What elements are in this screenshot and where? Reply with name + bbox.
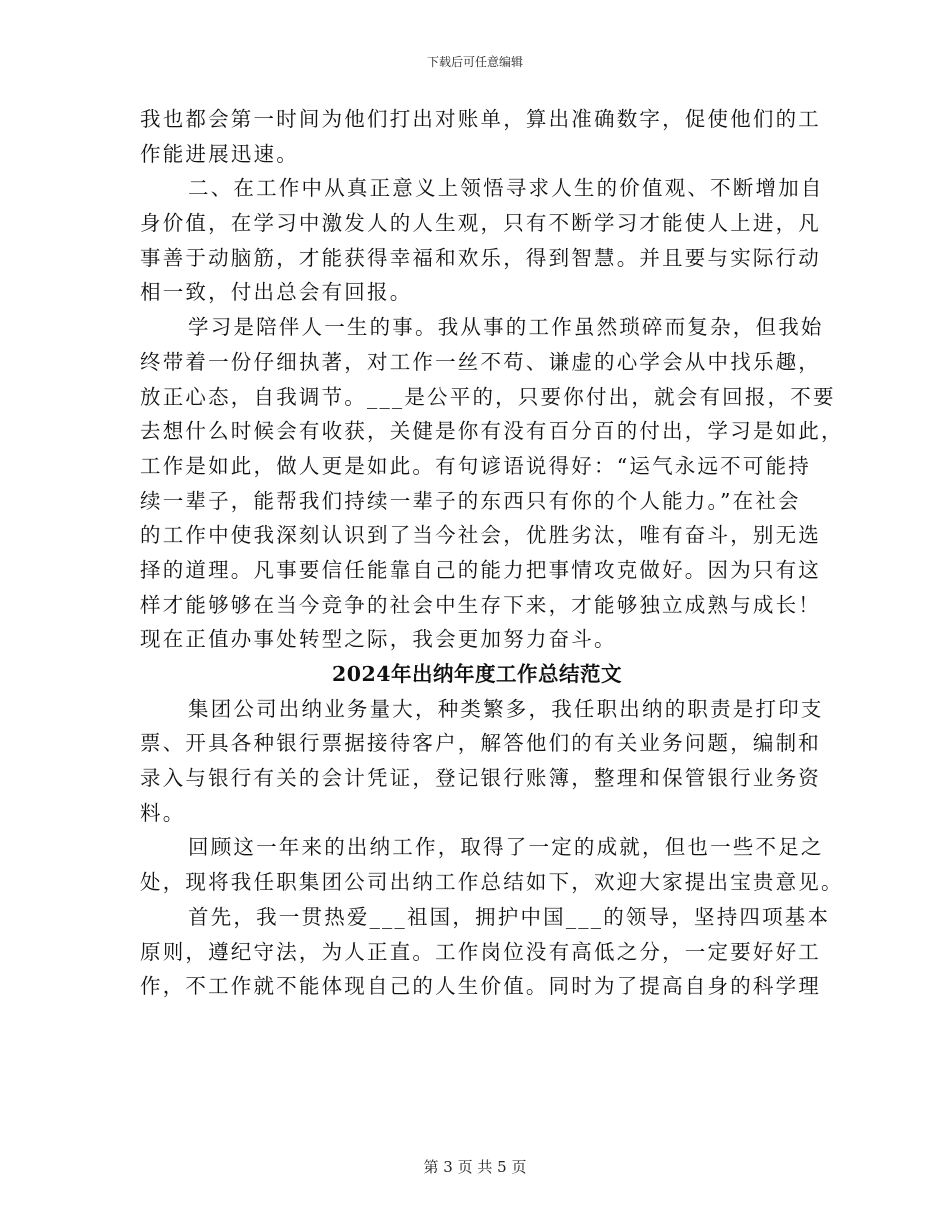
paragraph-line: 处，现将我任职集团公司出纳工作总结如下，欢迎大家提出宝贵意见。 — [140, 870, 844, 895]
paragraph-line: 我也都会第一时间为他们打出对账单，算出准确数字，促使他们的工 — [140, 107, 821, 131]
paragraph-line: 首先，我一贯热爱___祖国，拥护中国___的领导，坚持四项基本 — [188, 904, 831, 929]
paragraph-line: 学习是陪伴人一生的事。我从事的工作虽然琐碎而复杂，但我始 — [188, 315, 824, 340]
paragraph-line: 相一致，付出总会有回报。 — [140, 280, 413, 305]
paragraph-line: 放正心态，自我调节。___是公平的，只要你付出，就会有回报，不要 — [140, 384, 836, 409]
paragraph-line: 回顾这一年来的出纳工作，取得了一定的成就，但也一些不足之 — [188, 835, 824, 860]
paragraph-line: 择的道理。凡事要信任能靠自己的能力把事情攻克做好。因为只有这 — [140, 557, 821, 582]
paragraph-line: 作能进展迅速。 — [140, 141, 299, 166]
section-title: 2024年出纳年度工作总结范文 — [331, 662, 623, 686]
paragraph-line: 作，不工作就不能体现自己的人生价值。同时为了提高自身的科学理 — [140, 974, 821, 999]
paragraph-line: 的工作中使我深刻认识到了当今社会，优胜劣汰，唯有奋斗，别无选 — [140, 523, 821, 548]
page-number: 第 3 页 共 5 页 — [423, 1158, 527, 1176]
paragraph-line: 样才能够够在当今竞争的社会中生存下来，才能够独立成熟与成长！ — [140, 592, 821, 617]
paragraph-line: 原则，遵纪守法，为人正直。工作岗位没有高低之分，一定要好好工 — [140, 939, 821, 964]
paragraph-line: 录入与银行有关的会计凭证，登记银行账簿，整理和保管银行业务资 — [140, 766, 821, 791]
paragraph-line: 身价值，在学习中激发人的人生观，只有不断学习才能使人上进，凡 — [140, 211, 821, 236]
page-header: 下载后可任意编辑 — [426, 55, 523, 69]
paragraph-line: 续一辈子，能帮我们持续一辈子的东西只有你的个人能力。”在社会 — [140, 488, 801, 513]
paragraph-line: 事善于动脑筋，才能获得幸福和欢乐，得到智慧。并且要与实际行动 — [140, 245, 821, 270]
paragraph-line: 集团公司出纳业务量大，种类繁多，我任职出纳的职责是打印支 — [188, 696, 824, 721]
paragraph-line: 票、开具各种银行票据接待客户，解答他们的有关业务问题，编制和 — [140, 731, 821, 756]
paragraph-line: 二、在工作中从真正意义上领悟寻求人生的价值观、不断增加自 — [188, 176, 824, 201]
paragraph-line: 终带着一份仔细执著，对工作一丝不苟、谦虚的心学会从中找乐趣， — [140, 349, 821, 374]
paragraph-line: 料。 — [140, 800, 186, 825]
paragraph-line: 现在正值办事处转型之际，我会更加努力奋斗。 — [140, 627, 617, 652]
paragraph-line: 去想什么时候会有收获，关健是你有没有百分百的付出，学习是如此， — [140, 419, 844, 444]
paragraph-line: 工作是如此，做人更是如此。有句谚语说得好：“运气永远不可能持 — [140, 453, 811, 478]
document-body — [140, 102, 844, 1004]
